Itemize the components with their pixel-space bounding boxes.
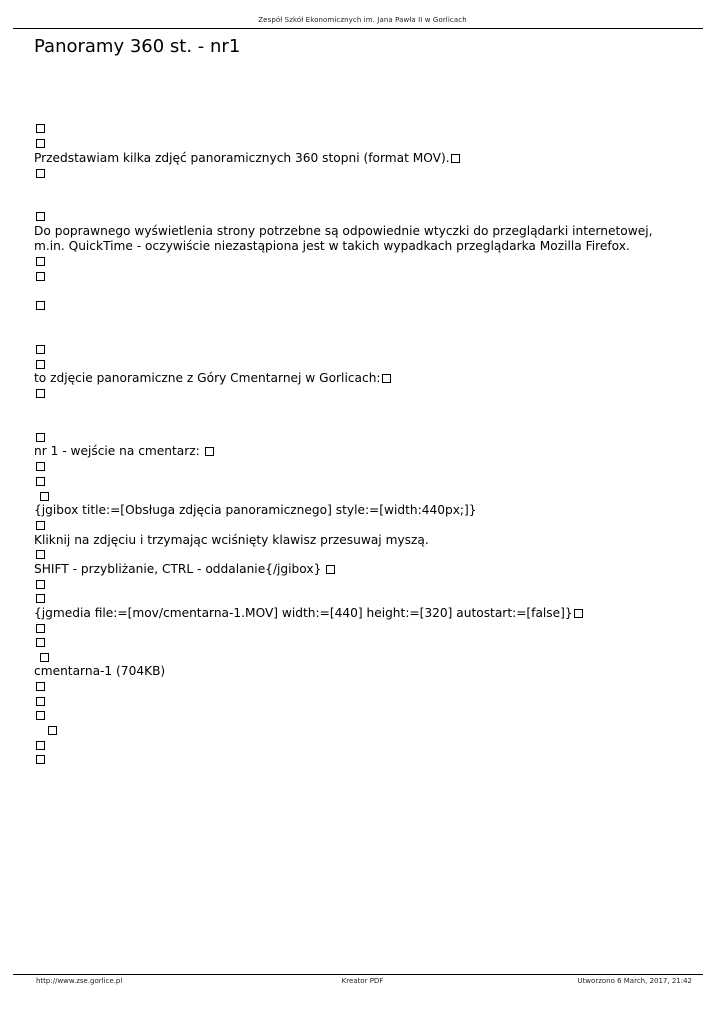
placeholder-box	[326, 565, 335, 574]
zoom-instructions-text: SHIFT - przybliżanie, CTRL - oddalanie{/jgibox}	[34, 562, 326, 576]
placeholder-box	[451, 154, 460, 163]
placeholder-box	[35, 430, 45, 445]
placeholder-box	[35, 269, 45, 284]
placeholder-box	[35, 209, 45, 224]
placeholder-box	[47, 723, 57, 738]
footer-url[interactable]: http://www.zse.gorlice.pl	[36, 977, 123, 985]
placeholder-box	[35, 459, 45, 474]
placeholder-box	[39, 650, 49, 665]
footer-generator: Kreator PDF	[341, 977, 384, 985]
placeholder-box	[35, 577, 45, 592]
placeholder-box	[574, 609, 583, 618]
footer-divider	[13, 974, 703, 975]
jgmedia-tag-text: {jgmedia file:=[mov/cmentarna-1.MOV] width:=[440] height:=[320] autostart:=[false]}	[34, 606, 573, 620]
placeholder-box	[35, 752, 45, 767]
placeholder-box	[382, 374, 391, 383]
placeholder-box	[35, 357, 45, 372]
header-school-name: Zespół Szkół Ekonomicznych im. Jana Pawła II w Gorlicach	[258, 16, 467, 24]
placeholder-box	[35, 621, 45, 636]
placeholder-box	[35, 386, 45, 401]
jgmedia-tag	[34, 606, 583, 621]
placeholder-box	[205, 447, 214, 456]
placeholder-box	[35, 694, 45, 709]
footer-created-date: Utworzono 6 March, 2017, 21:42	[577, 977, 692, 985]
panorama-nr1-text: nr 1 - wejście na cmentarz:	[34, 444, 204, 458]
page-title: Panoramy 360 st. - nr1	[34, 36, 241, 57]
placeholder-box	[35, 635, 45, 650]
plugins-text-line-1: Do poprawnego wyświetlenia strony potrzebne są odpowiednie wtyczki do przeglądarki internetowej,	[34, 224, 653, 238]
plugins-text-line-2: m.in. QuickTime - oczywiście niezastąpiona jest w takich wypadkach przeglądarka Mozilla Firefox.	[34, 239, 630, 253]
placeholder-box	[35, 474, 45, 489]
file-caption: cmentarna-1 (704KB)	[34, 664, 166, 678]
placeholder-box	[35, 121, 45, 136]
placeholder-box	[35, 166, 45, 181]
intro-text: Przedstawiam kilka zdjęć panoramicznych 360 stopni (format MOV).	[34, 151, 450, 165]
placeholder-box	[35, 254, 45, 269]
placeholder-box	[39, 489, 49, 504]
zoom-instructions	[34, 562, 335, 577]
placeholder-box	[35, 738, 45, 753]
panorama-description-text: to zdjęcie panoramiczne z Góry Cmentarnej w Gorlicach:	[34, 371, 381, 385]
panorama-nr1-heading	[34, 444, 214, 459]
placeholder-box	[35, 298, 45, 313]
placeholder-box	[35, 518, 45, 533]
placeholder-box	[35, 679, 45, 694]
jgibox-open-tag: {jgibox title:=[Obsługa zdjęcia panoramicznego] style:=[width:440px;]}	[34, 503, 477, 517]
placeholder-box	[35, 708, 45, 723]
placeholder-box	[35, 547, 45, 562]
placeholder-box	[35, 342, 45, 357]
instruction-text: Kliknij na zdjęciu i trzymając wciśnięty klawisz przesuwaj myszą.	[34, 533, 429, 547]
intro-paragraph	[34, 151, 460, 166]
panorama-description	[34, 371, 391, 386]
placeholder-box	[35, 591, 45, 606]
placeholder-box	[35, 136, 45, 151]
